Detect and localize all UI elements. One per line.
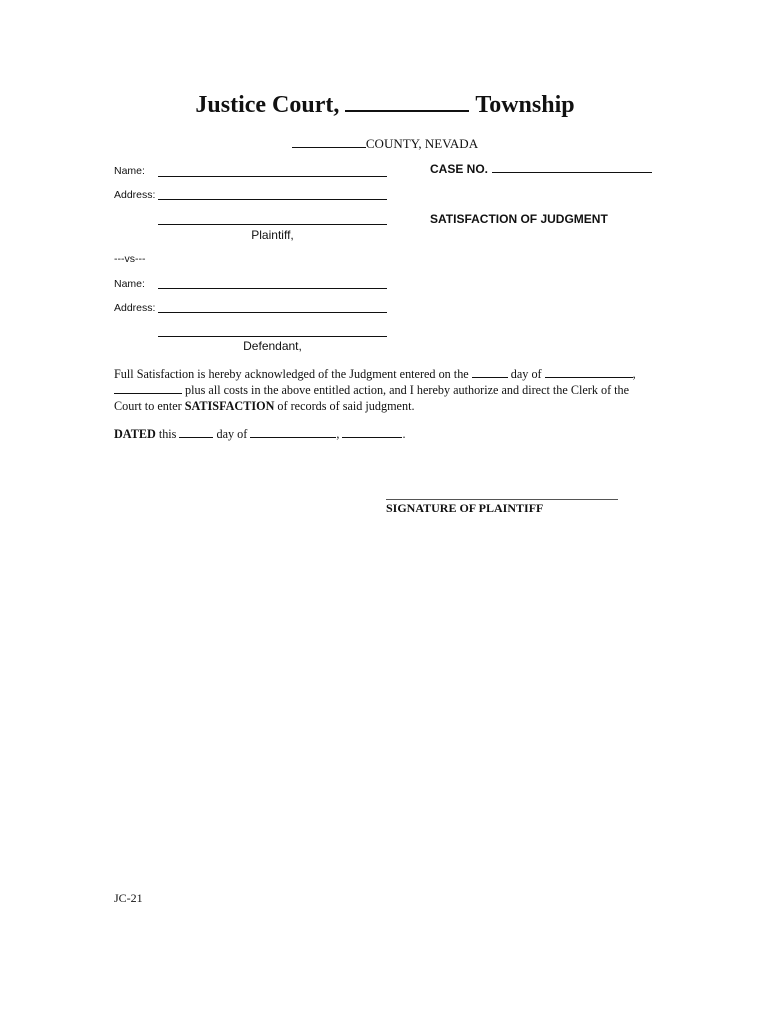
plaintiff-name-label: Name:: [114, 165, 145, 177]
body-text-1: Full Satisfaction is hereby acknowledged of the Judgment entered on the: [114, 367, 469, 381]
dated-period: .: [402, 427, 406, 441]
defendant-name-label: Name:: [114, 278, 145, 290]
dated-year-blank[interactable]: [342, 437, 402, 438]
defendant-role: Defendant,: [243, 339, 302, 353]
plaintiff-name-field[interactable]: [158, 176, 387, 177]
county-line: [0, 136, 770, 152]
judgment-year-blank[interactable]: [114, 392, 182, 394]
judgment-day-blank[interactable]: [472, 376, 508, 378]
signature-label: SIGNATURE OF PLAINTIFF: [386, 501, 544, 515]
satisfaction-bold-word: SATISFACTION: [184, 399, 275, 413]
plaintiff-address-field-2[interactable]: [158, 224, 387, 225]
judgment-month-blank[interactable]: [545, 376, 633, 378]
dated-line: [114, 427, 406, 442]
township-blank[interactable]: [345, 106, 469, 112]
dated-month-blank[interactable]: [250, 437, 336, 438]
body-text-5: of records of said judgment.: [277, 399, 415, 413]
signature-line[interactable]: [386, 499, 618, 500]
defendant-address-field[interactable]: [158, 312, 387, 313]
versus-label: ---vs---: [114, 253, 146, 265]
satisfaction-paragraph: [114, 366, 659, 414]
dated-this: this: [158, 427, 177, 441]
title-suffix: Township: [475, 92, 575, 118]
case-number: [430, 162, 652, 176]
case-no-label: CASE NO.: [430, 162, 489, 176]
dated-label: DATED: [114, 427, 156, 441]
county-blank[interactable]: [292, 147, 366, 148]
body-text-3: ,: [632, 367, 636, 381]
body-text-4: plus all costs in the above entitled action, and I hereby authorize and direct the Clerk of the Court to enter: [114, 383, 630, 413]
form-id: JC-21: [114, 891, 143, 905]
dated-comma: ,: [336, 427, 340, 441]
title-prefix: Justice Court,: [195, 92, 340, 118]
plaintiff-address-label: Address:: [114, 189, 156, 201]
defendant-address-label: Address:: [114, 302, 156, 314]
plaintiff-role: Plaintiff,: [251, 228, 294, 242]
page-title: [0, 92, 770, 119]
case-no-field[interactable]: [492, 172, 652, 173]
plaintiff-address-field[interactable]: [158, 199, 387, 200]
dated-day-of: day of: [216, 427, 248, 441]
body-text-2: day of: [510, 367, 542, 381]
defendant-address-field-2[interactable]: [158, 336, 387, 337]
defendant-name-field[interactable]: [158, 288, 387, 289]
document-title: SATISFACTION OF JUDGMENT: [430, 212, 608, 226]
dated-day-blank[interactable]: [179, 437, 213, 438]
county-label: COUNTY, NEVADA: [365, 136, 479, 151]
